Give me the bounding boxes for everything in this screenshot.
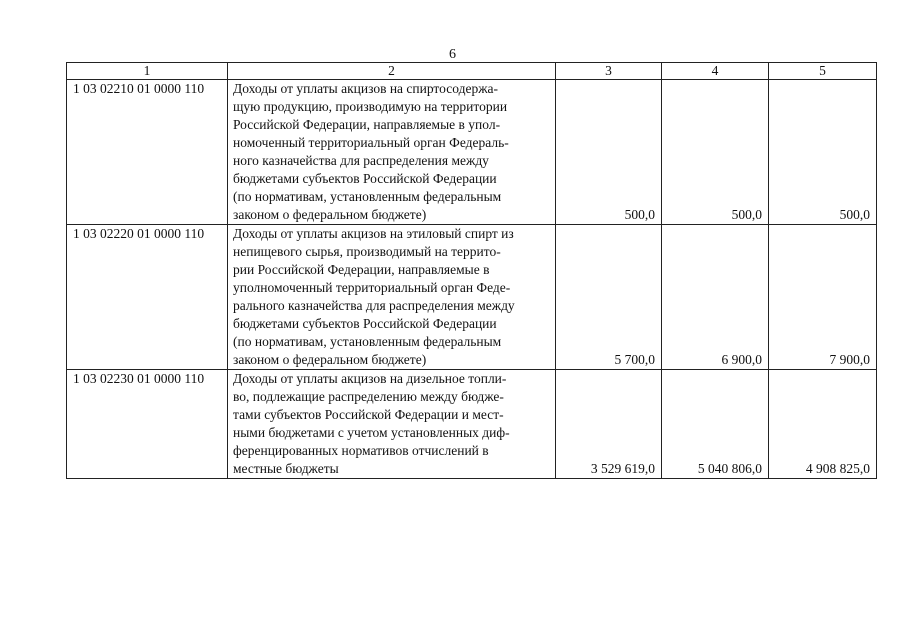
column-header-5: 5 [769,63,877,80]
description-line: номоченный территориальный орган Федераль- [233,135,509,150]
description-line: Доходы от уплаты акцизов на спиртосодержа- [233,81,499,96]
table-row [67,225,877,370]
description-line: бюджетами субъектов Российской Федерации [233,316,497,331]
description-line: законом о федеральном бюджете) [233,352,427,367]
page-number: 6 [449,47,456,62]
description-line: щую продукцию, производимую на территории [233,99,508,114]
amount-col3: 500,0 [556,80,662,225]
description-line: Доходы от уплаты акцизов на дизельное топли- [233,371,507,386]
amount-col4: 6 900,0 [662,225,769,370]
amount-col4: 5 040 806,0 [662,370,769,479]
description-line: рии Российской Федерации, направляемые в [233,262,490,277]
table-header-row [67,63,877,80]
column-header-1: 1 [67,63,228,80]
revenue-description [228,370,556,479]
amount-col4: 500,0 [662,80,769,225]
description-line: рального казначейства для распределения между [233,298,515,313]
description-line: уполномоченный территориальный орган Феде- [233,280,511,295]
description-line: законом о федеральном бюджете) [233,207,427,222]
amount-col3: 3 529 619,0 [556,370,662,479]
revenue-code: 1 03 02230 01 0000 110 [67,370,228,479]
column-header-4: 4 [662,63,769,80]
revenue-description [228,80,556,225]
description-line: местные бюджеты [233,461,339,476]
description-line: ного казначейства для распределения между [233,153,489,168]
description-line: Российской Федерации, направляемые в упол- [233,117,501,132]
amount-col3: 5 700,0 [556,225,662,370]
description-line: ными бюджетами с учетом установленных диф- [233,425,510,440]
description-line: (по нормативам, установленным федеральным [233,334,502,349]
amount-col5: 4 908 825,0 [769,370,877,479]
description-line: Доходы от уплаты акцизов на этиловый спирт из [233,226,514,241]
description-line: бюджетами субъектов Российской Федерации [233,171,497,186]
table-row [67,370,877,479]
description-line: ференцированных нормативов отчислений в [233,443,489,458]
description-line: тами субъектов Российской Федерации и мест- [233,407,504,422]
description-line: во, подлежащие распределению между бюдже- [233,389,504,404]
description-line: непищевого сырья, производимый на террито- [233,244,501,259]
amount-col5: 500,0 [769,80,877,225]
amount-col5: 7 900,0 [769,225,877,370]
revenue-code: 1 03 02210 01 0000 110 [67,80,228,225]
column-header-2: 2 [228,63,556,80]
description-line: (по нормативам, установленным федеральным [233,189,502,204]
budget-revenue-table [66,62,877,479]
revenue-description [228,225,556,370]
table-row [67,80,877,225]
revenue-code: 1 03 02220 01 0000 110 [67,225,228,370]
column-header-3: 3 [556,63,662,80]
